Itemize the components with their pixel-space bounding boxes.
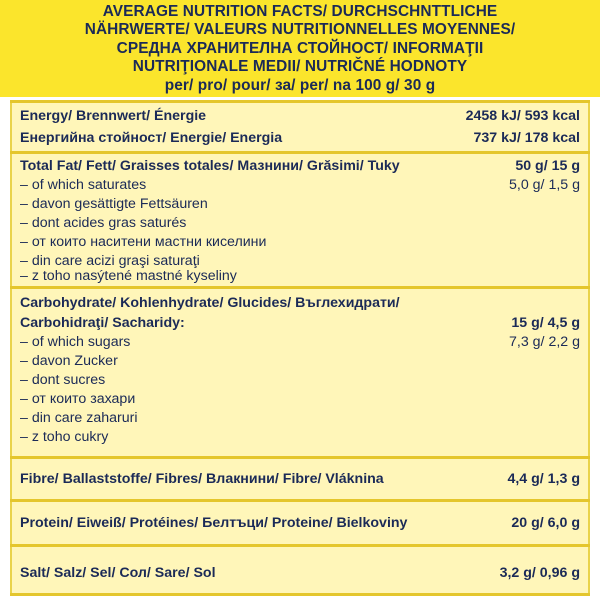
fat-sub-label: – of which saturates [20, 177, 147, 193]
header-line: AVERAGE NUTRITION FACTS/ DURCHSCHNTTLICHE [102, 2, 498, 20]
salt-row [20, 564, 580, 583]
fat-section [10, 154, 590, 286]
energy-row-kj [20, 107, 580, 126]
header-line: per/ pro/ pour/ за/ per/ na 100 g/ 30 g [164, 76, 436, 94]
carb-sub-row [20, 390, 580, 409]
carbohydrate-section [10, 289, 590, 456]
energy-section [10, 103, 590, 151]
carb-sub-row [20, 371, 580, 390]
fat-value: 50 g/ 15 g [515, 158, 580, 174]
carb-value: 15 g/ 4,5 g [511, 315, 580, 331]
carb-sub-label: – от които захари [20, 391, 136, 407]
carb-sub-value: 7,3 g/ 2,2 g [509, 334, 580, 350]
protein-value: 20 g/ 6,0 g [511, 515, 580, 531]
fat-sub-row [20, 214, 580, 233]
fat-sub-label: – z toho nasýtené mastné kyseliny [20, 268, 237, 284]
energy-label: Енергийна стойност/ Energie/ Energia [20, 130, 283, 146]
nutrition-header [0, 0, 600, 97]
carb-sub-label: – din care zaharuri [20, 410, 138, 426]
fat-sub-row [20, 195, 580, 214]
fat-sub-label: – dont acides gras saturés [20, 215, 187, 231]
fibre-value: 4,4 g/ 1,3 g [507, 471, 580, 487]
energy-label: Energy/ Brennwert/ Énergie [20, 108, 207, 124]
fat-sub-label: – din care acizi graşi saturaţi [20, 253, 200, 269]
carb-sub-label: – dont sucres [20, 372, 106, 388]
carb-sub-label: – of which sugars [20, 334, 131, 350]
fat-label: Total Fat/ Fett/ Graisses totales/ Мазнини/ Grăsimi/ Tuky [20, 158, 400, 174]
fat-row [20, 157, 580, 176]
fat-sub-value: 5,0 g/ 1,5 g [509, 177, 580, 193]
fat-sub-label: – davon gesättigte Fettsäuren [20, 196, 208, 212]
carb-label: Carbohydrate/ Kohlenhydrate/ Glucides/ Въглехидрати/ [20, 295, 400, 311]
protein-label: Protein/ Eiweiß/ Protéines/ Белтъци/ Proteine/ Bielkoviny [20, 515, 408, 531]
header-line: NUTRIŢIONALE MEDII/ NUTRIČNÉ HODNOTY [132, 58, 468, 76]
salt-value: 3,2 g/ 0,96 g [499, 565, 580, 581]
energy-value: 2458 kJ/ 593 kcal [465, 108, 580, 124]
protein-row [20, 514, 580, 533]
carb-label: Carbohidraţi/ Sacharidy: [20, 315, 185, 331]
fat-sub-label: – от които наситени мастни киселини [20, 234, 267, 250]
section-divider [10, 593, 590, 596]
carb-sub-row [20, 409, 580, 428]
fat-sub-row [20, 267, 580, 286]
fat-sub-row [20, 176, 580, 195]
header-line: NÄHRWERTE/ VALEURS NUTRITIONNELLES MOYENNES/ [84, 21, 516, 39]
protein-section [10, 502, 590, 544]
energy-row-kcal [20, 129, 580, 148]
fat-sub-row [20, 233, 580, 252]
salt-section [10, 547, 590, 593]
carb-row [20, 294, 580, 313]
energy-value: 737 kJ/ 178 kcal [473, 130, 580, 146]
carb-sub-row [20, 352, 580, 371]
fibre-row [20, 470, 580, 489]
salt-label: Salt/ Salz/ Sel/ Сол/ Sare/ Sol [20, 565, 216, 581]
fibre-label: Fibre/ Ballaststoffe/ Fibres/ Влакнини/ Fibre/ Vláknina [20, 471, 384, 487]
carb-sub-label: – davon Zucker [20, 353, 118, 369]
header-line: СРЕДНА ХРАНИТЕЛНА СТОЙНОСТ/ INFORMAŢII [116, 39, 484, 57]
carb-row [20, 314, 580, 333]
carb-sub-row [20, 333, 580, 352]
carb-sub-row [20, 428, 580, 447]
fibre-section [10, 459, 590, 499]
carb-sub-label: – z toho cukry [20, 429, 109, 445]
